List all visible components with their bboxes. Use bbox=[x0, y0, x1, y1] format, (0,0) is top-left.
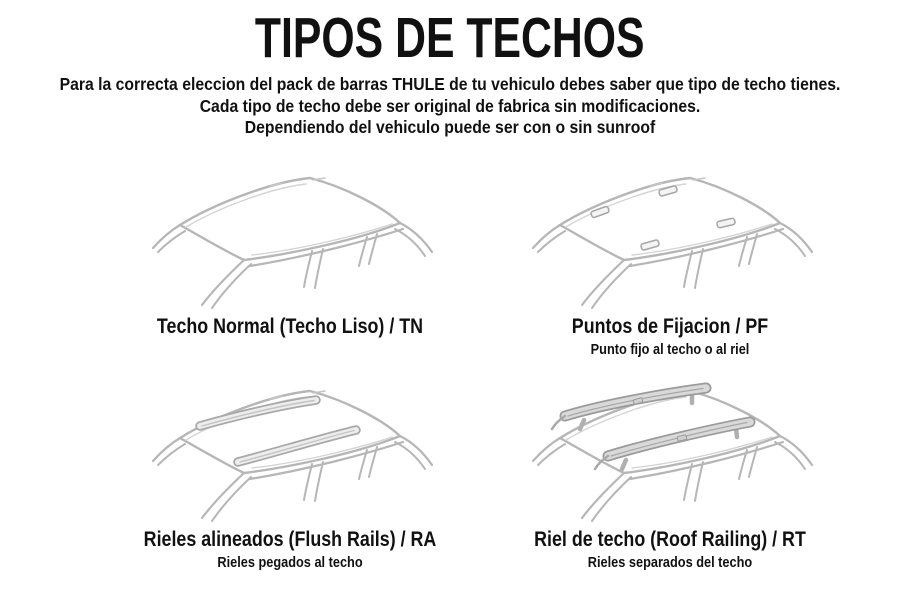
roof-type-label-pf: Puntos de Fijacion / PF bbox=[571, 315, 769, 338]
roof-type-card-ra bbox=[90, 378, 490, 571]
infographic-tipos-de-techos bbox=[0, 6, 900, 610]
roof-type-label-tn: Techo Normal (Techo Liso) / TN bbox=[156, 315, 424, 338]
intro-text bbox=[0, 74, 900, 139]
intro-line-3: Dependiendo del vehiculo puede ser con o sin sunroof bbox=[244, 117, 656, 137]
roof-types-grid bbox=[0, 160, 900, 610]
intro-line-1: Para la correcta eleccion del pack de barras THULE de tu vehiculo debes saber que tipo de techo tienes. bbox=[59, 74, 841, 94]
roof-railing-sketch bbox=[500, 378, 840, 528]
roof-type-label-ra: Rieles alineados (Flush Rails) / RA bbox=[143, 528, 437, 551]
roof-type-card-pf bbox=[470, 165, 870, 358]
flush-rails-sketch bbox=[120, 378, 460, 528]
roof-type-sublabel-pf: Punto fijo al techo o al riel bbox=[590, 340, 750, 358]
page-title bbox=[0, 6, 900, 70]
roof-type-sublabel-rt: Rieles separados del techo bbox=[587, 553, 753, 571]
techo-normal-sketch bbox=[120, 165, 460, 315]
page-title-text: TIPOS DE TECHOS bbox=[255, 6, 645, 70]
intro-line-2: Cada tipo de techo debe ser original de fabrica sin modificaciones. bbox=[199, 95, 701, 116]
roof-type-card-tn bbox=[90, 165, 490, 339]
roof-type-label-rt: Riel de techo (Roof Railing) / RT bbox=[534, 528, 806, 551]
puntos-de-fijacion-sketch bbox=[500, 165, 840, 315]
roof-type-sublabel-ra: Rieles pegados al techo bbox=[217, 553, 363, 571]
roof-type-card-rt bbox=[470, 378, 870, 571]
